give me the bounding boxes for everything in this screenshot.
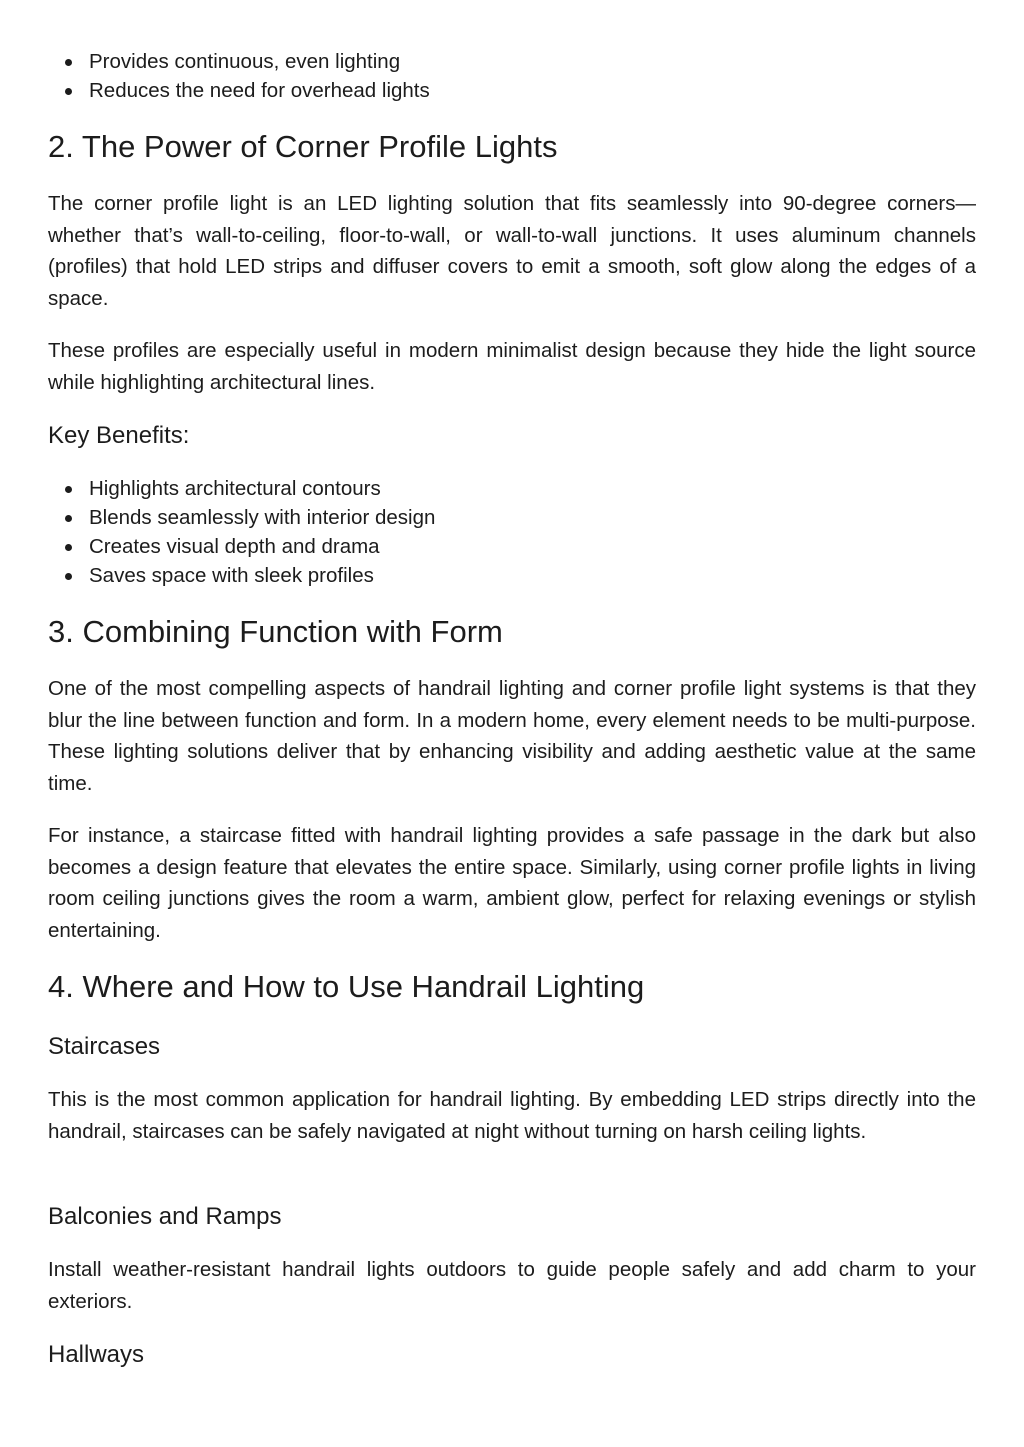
section-3-paragraph-1: One of the most compelling aspects of handrail lighting and corner profile light systems is that they blur the line between function and form. In a modern home, every element needs to be multi-purpose. These lighting solutions deliver that by enhancing visibility and adding aesthetic value at the same time. — [48, 677, 976, 795]
section-4-heading: 4. Where and How to Use Handrail Lighting — [48, 969, 645, 1004]
benefits-bullet-list — [48, 474, 976, 590]
section-3-heading: 3. Combining Function with Form — [48, 614, 503, 649]
intro-bullet-list — [48, 47, 976, 105]
staircases-paragraph: This is the most common application for handrail lighting. By embedding LED strips directly into the handrail, staircases can be safely navigated at night without turning on harsh ceiling lights. — [48, 1088, 976, 1143]
list-item: Creates visual depth and drama — [48, 532, 976, 561]
section-2-paragraph-2: These profiles are especially useful in modern minimalist design because they hide the light source while highlighting architectural lines. — [48, 339, 976, 394]
list-item: Reduces the need for overhead lights — [48, 76, 976, 105]
list-item: Saves space with sleek profiles — [48, 561, 976, 590]
section-2-paragraph-1: The corner profile light is an LED lighting solution that fits seamlessly into 90-degree corners—whether that’s wall-to-ceiling, floor-to-wall, or wall-to-wall junctions. It uses aluminum channels (profiles) that hold LED strips and diffuser covers to emit a smooth, soft glow along the edges of a space. — [48, 192, 976, 310]
balconies-heading: Balconies and Ramps — [48, 1203, 282, 1230]
section-3-paragraph-2: For instance, a staircase fitted with handrail lighting provides a safe passage in the dark but also becomes a design feature that elevates the entire space. Similarly, using corner profile lights in living room ceiling junctions gives the room a warm, ambient glow, perfect for relaxing evenings or stylish entertaining. — [48, 824, 976, 942]
section-2-heading: 2. The Power of Corner Profile Lights — [48, 129, 558, 164]
staircases-heading: Staircases — [48, 1033, 161, 1060]
list-item: Provides continuous, even lighting — [48, 47, 976, 76]
list-item: Highlights architectural contours — [48, 474, 976, 503]
hallways-heading: Hallways — [48, 1341, 145, 1368]
list-item: Blends seamlessly with interior design — [48, 503, 976, 532]
key-benefits-heading: Key Benefits: — [48, 422, 190, 449]
balconies-paragraph: Install weather-resistant handrail lights outdoors to guide people safely and add charm to your exteriors. — [48, 1258, 976, 1313]
